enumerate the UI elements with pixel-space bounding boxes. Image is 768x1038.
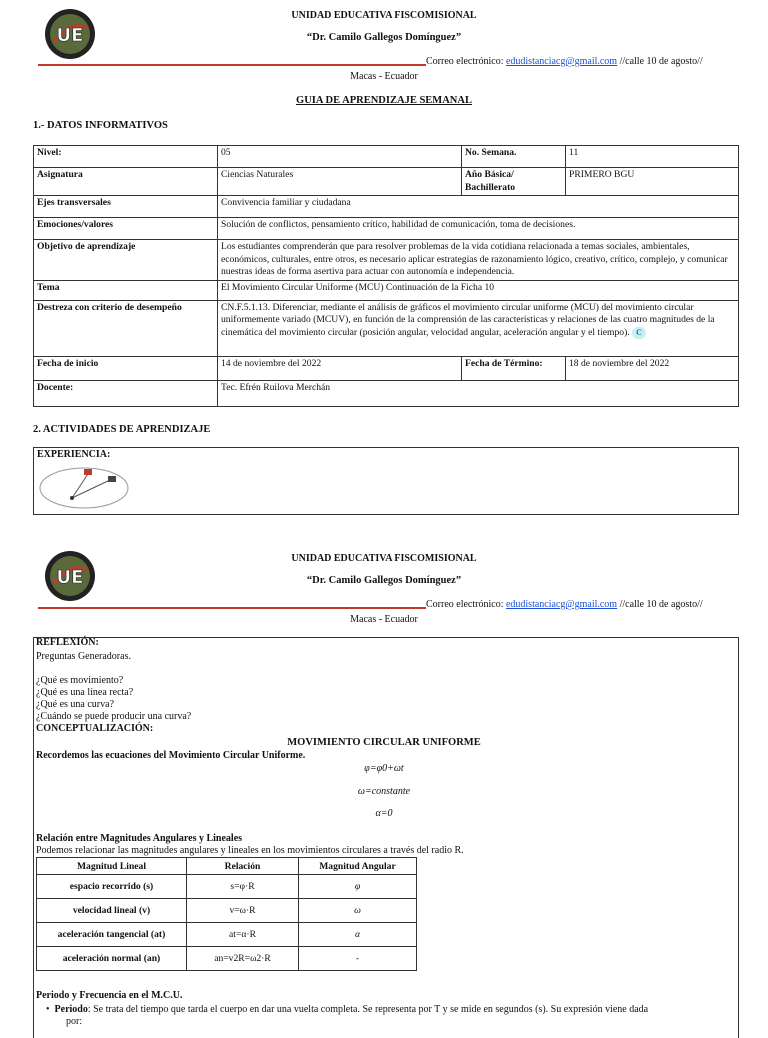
section-actividades: 2. ACTIVIDADES DE APRENDIZAJE [33,424,211,435]
table-cell: at=α·R [187,923,299,947]
emociones-label: Emociones/valores [34,218,218,240]
periodo-item [46,1004,648,1015]
semana-value: 11 [566,146,739,168]
header-angular: Magnitud Angular [299,858,417,875]
contact-line: Correo electrónico: edudistanciacg@gmail.com //calle 10 de agosto// [426,56,703,67]
table-cell: velocidad lineal (v) [37,899,187,923]
anio-label: Año Básica/ Bachillerato [462,168,566,196]
school-patron: “Dr. Camilo Gallegos Domínguez” [306,32,462,43]
header-divider [38,64,426,66]
destreza-badge: C [632,327,646,340]
experiencia-box [33,447,739,515]
table-cell: α [299,923,417,947]
destreza-label: Destreza con criterio de desempeño [34,300,218,356]
equation-velocity: ω=constante [357,786,411,797]
table-cell: an=v2R=ω2·R [187,947,299,971]
docente-value: Tec. Efrén Ruilova Merchán [218,380,739,406]
periodo-cont: por: [66,1016,83,1027]
asignatura-label: Asignatura [34,168,218,196]
concept-recall: Recordemos las ecuaciones del Movimiento Circular Uniforme. [36,750,306,761]
nivel-value: 05 [218,146,462,168]
inicio-value: 14 de noviembre del 2022 [218,356,462,380]
email-link[interactable]: edudistanciacg@gmail.com [505,56,618,67]
magnitudes-table [36,857,417,971]
school-name-2: UNIDAD EDUCATIVA FISCOMISIONAL [291,553,477,564]
question-2: ¿Qué es una línea recta? [36,687,134,698]
question-1: ¿Qué es movimiento? [36,675,124,686]
email-link-2[interactable]: edudistanciacg@gmail.com [505,599,618,610]
relation-title: Relación entre Magnitudes Angulares y Lineales [36,833,243,844]
info-table [33,145,739,407]
reflexion-label: REFLEXIÓN: [36,637,99,648]
termino-value: 18 de noviembre del 2022 [566,356,739,380]
question-4: ¿Cuándo se puede producir una curva? [36,711,192,722]
experiencia-label: EXPERIENCIA: [37,449,111,460]
periodo-text: : Se trata del tiempo que tarda el cuerpo en dar una vuelta completa. Se representa por T y se mide en segundos (s). Su expresión viene dada [87,1004,649,1015]
periodo-title: Periodo y Frecuencia en el M.C.U. [36,990,183,1001]
table-cell: v=ω·R [187,899,299,923]
table-cell: - [299,947,417,971]
table-cell: s=φ·R [187,875,299,899]
question-3: ¿Qué es una curva? [36,699,115,710]
table-cell: aceleración tangencial (at) [37,923,187,947]
objetivo-label: Objetivo de aprendizaje [34,240,218,281]
bullet-icon: • [46,1004,50,1015]
termino-label: Fecha de Término: [462,356,566,380]
table-cell: φ [299,875,417,899]
semana-label: No. Semana. [462,146,566,168]
concept-label: CONCEPTUALIZACIÓN: [36,723,154,734]
destreza-value: CN.F.5.1.13. Diferenciar, mediante el análisis de gráficos el movimiento circular uniforme (MCU) del movimiento circular uniformemente variado (MCUV), en función de la comprensión de las características y relaciones de las cuatro magnitudes de la cinemática del movimiento circular (posición angular, velocidad angular, aceleración angular y el tiempo). [221,301,715,338]
table-cell: aceleración normal (an) [37,947,187,971]
asignatura-value: Ciencias Naturales [218,168,462,196]
table-cell: ω [299,899,417,923]
guide-title: GUIA DE APRENDIZAJE SEMANAL [296,95,472,106]
concept-title: MOVIMIENTO CIRCULAR UNIFORME [287,737,481,748]
ejes-value: Convivencia familiar y ciudadana [218,196,739,218]
header-relacion: Relación [187,858,299,875]
svg-text:UE: UE [56,567,84,588]
periodo-term: Periodo [54,1004,88,1015]
circular-motion-image [38,462,130,510]
school-patron-2: “Dr. Camilo Gallegos Domínguez” [306,575,462,586]
emociones-value: Solución de conflictos, pensamiento crítico, habilidad de comunicación, toma de decisiones. [218,218,739,240]
svg-text:UE: UE [56,25,84,46]
equation-acceleration: α=0 [375,808,393,819]
inicio-label: Fecha de inicio [34,356,218,380]
objetivo-value: Los estudiantes comprenderán que para resolver problemas de la vida cotidiana relacionada a temas sociales, ambientales, económicos, culturales, entre otros, es necesario aplicar estrategias de razonamiento lógico, creativo, crítico, complejo, y comunicar nuestras ideas de forma asertiva para actuar con autonomía e independencia. [218,240,739,281]
city: Macas - Ecuador [350,71,418,82]
equation-position: φ=φ0+ωt [364,763,404,774]
tema-label: Tema [34,280,218,300]
destreza-cell [218,300,739,356]
city-2: Macas - Ecuador [350,614,418,625]
relation-text: Podemos relacionar las magnitudes angulares y lineales en los movimientos circulares a través del radio R. [36,845,464,856]
nivel-label: Nivel: [34,146,218,168]
docente-label: Docente: [34,380,218,406]
tema-value: El Movimiento Circular Uniforme (MCU) Continuación de la Ficha 10 [218,280,739,300]
section-datos: 1.- DATOS INFORMATIVOS [33,120,168,131]
school-name: UNIDAD EDUCATIVA FISCOMISIONAL [291,10,477,21]
ejes-label: Ejes transversales [34,196,218,218]
reflexion-intro: Preguntas Generadoras. [36,651,131,662]
header-lineal: Magnitud Lineal [37,858,187,875]
contact-line-2: Correo electrónico: edudistanciacg@gmail.com //calle 10 de agosto// [426,599,703,610]
anio-value: PRIMERO BGU [566,168,739,196]
table-cell: espacio recorrido (s) [37,875,187,899]
header-divider-2 [38,607,426,609]
